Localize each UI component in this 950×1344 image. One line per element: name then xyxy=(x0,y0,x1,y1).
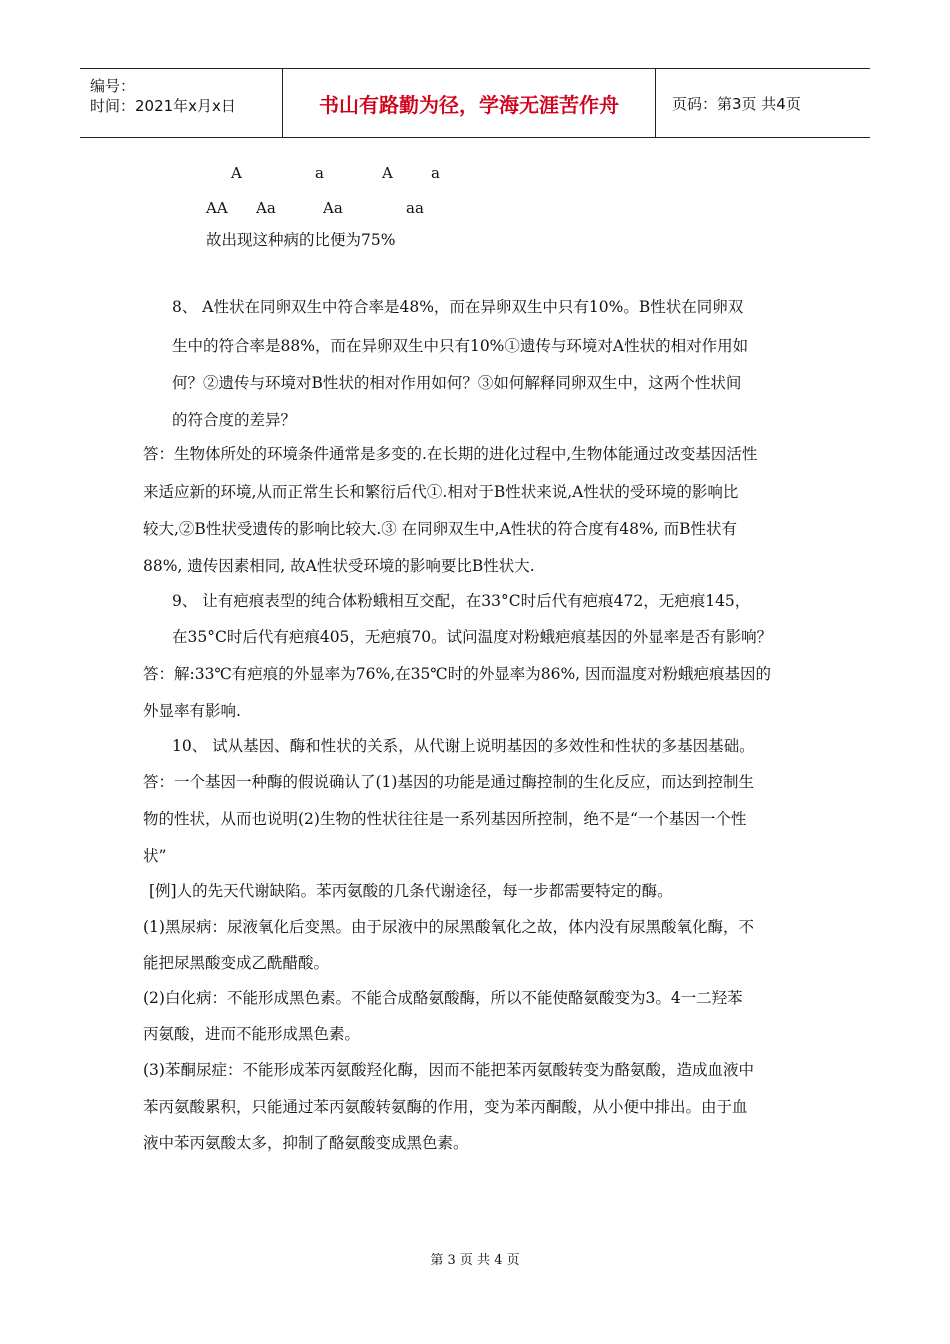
gamete-1: A xyxy=(231,164,242,182)
question-8-line-2: 生中的符合率是88%，而在异卵双生中只有10%①遗传与环境对A性状的相对作用如 xyxy=(172,337,749,355)
question-8-line-3: 何？②遗传与环境对B性状的相对作用如何？③如何解释同卵双生中，这两个性状间 xyxy=(172,374,742,392)
question-8-line-1: 8、 A性状在同卵双生中符合率是48%，而在异卵双生中只有10%。B性状在同卵双 xyxy=(172,298,744,316)
date-label: 时间：2021年x月x日 xyxy=(90,97,236,115)
offspring-4: aa xyxy=(406,199,424,217)
gamete-4: a xyxy=(431,164,440,182)
page-header xyxy=(80,68,870,138)
answer-8-line-1: 答：生物体所处的环境条件通常是多变的.在长期的进化过程中,生物体能通过改变基因活性 xyxy=(143,445,758,463)
serial-number-label: 编号： xyxy=(90,77,136,95)
question-9-line-1: 9、 让有疤痕表型的纯合体粉蛾相互交配，在33°C时后代有疤痕472，无疤痕145， xyxy=(172,592,751,610)
offspring-2: Aa xyxy=(256,199,276,217)
answer-9-line-1: 答：解:33℃有疤痕的外显率为76%,在35℃时的外显率为86%, 因而温度对粉蛾疤痕基因的 xyxy=(143,665,772,683)
example-3-line-1: (3)苯酮尿症：不能形成苯丙氨酸羟化酶，因而不能把苯丙氨酸转变为酪氨酸，造成血液中 xyxy=(143,1061,754,1079)
example-3-line-2: 苯丙氨酸累积，只能通过苯丙氨酸转氨酶的作用，变为苯丙酮酸，从小便中排出。由于血 xyxy=(143,1098,748,1116)
offspring-1: AA xyxy=(206,199,228,217)
page-footer: 第 3 页 共 4 页 xyxy=(430,1253,520,1268)
example-3-line-3: 液中苯丙氨酸太多，抑制了酪氨酸变成黑色素。 xyxy=(143,1134,469,1152)
question-8-line-4: 的符合度的差异？ xyxy=(172,411,297,429)
question-9-line-2: 在35°C时后代有疤痕405，无疤痕70。试问温度对粉蛾疤痕基因的外显率是否有影响？ xyxy=(172,628,773,646)
ratio-conclusion: 故出现这种病的比便为75% xyxy=(206,231,396,249)
gamete-3: A xyxy=(382,164,393,182)
answer-8-line-4: 88%, 遗传因素相同, 故A性状受环境的影响要比B性状大. xyxy=(143,557,535,575)
page-indicator: 页码：第3页 共4页 xyxy=(672,94,801,113)
header-page-info xyxy=(664,69,870,137)
example-2-line-1: (2)白化病：不能形成黑色素。不能合成酪氨酸酶，所以不能使酪氨酸变为3。4一二羟苯 xyxy=(143,989,743,1007)
header-info-cell xyxy=(80,69,282,137)
question-10: 10、 试从基因、酶和性状的关系，从代谢上说明基因的多效性和性状的多基因基础。 xyxy=(172,737,755,755)
answer-10-line-2: 物的性状，从而也说明(2)生物的性状往往是一系列基因所控制，绝不是“一个基因一个性 xyxy=(143,810,747,828)
answer-8-line-3: 较大,②B性状受遗传的影响比较大.③ 在同卵双生中,A性状的符合度有48%, 而B性状有 xyxy=(143,520,737,538)
answer-10-line-1: 答：一个基因一种酶的假说确认了(1)基因的功能是通过酶控制的生化反应，而达到控制生 xyxy=(143,773,754,791)
answer-9-line-2: 外显率有影响. xyxy=(143,702,241,720)
header-motto: 书山有路勤为径，学海无涯苦作舟 xyxy=(282,69,656,137)
example-1-line-2: 能把尿黑酸变成乙酰醋酸。 xyxy=(143,954,330,972)
gamete-2: a xyxy=(315,164,324,182)
example-1-line-1: (1)黑尿病：尿液氧化后变黑。由于尿液中的尿黑酸氧化之故，体内没有尿黑酸氧化酶，不 xyxy=(143,918,754,936)
offspring-3: Aa xyxy=(323,199,343,217)
answer-8-line-2: 来适应新的环境,从而正常生长和繁衍后代①.相对于B性状来说,A性状的受环境的影响比 xyxy=(143,483,739,501)
answer-10-line-3: 状” xyxy=(143,847,167,865)
example-2-line-2: 丙氨酸，进而不能形成黑色素。 xyxy=(143,1025,361,1043)
example-intro: [例]人的先天代谢缺陷。苯丙氨酸的几条代谢途径，每一步都需要特定的酶。 xyxy=(149,882,673,900)
